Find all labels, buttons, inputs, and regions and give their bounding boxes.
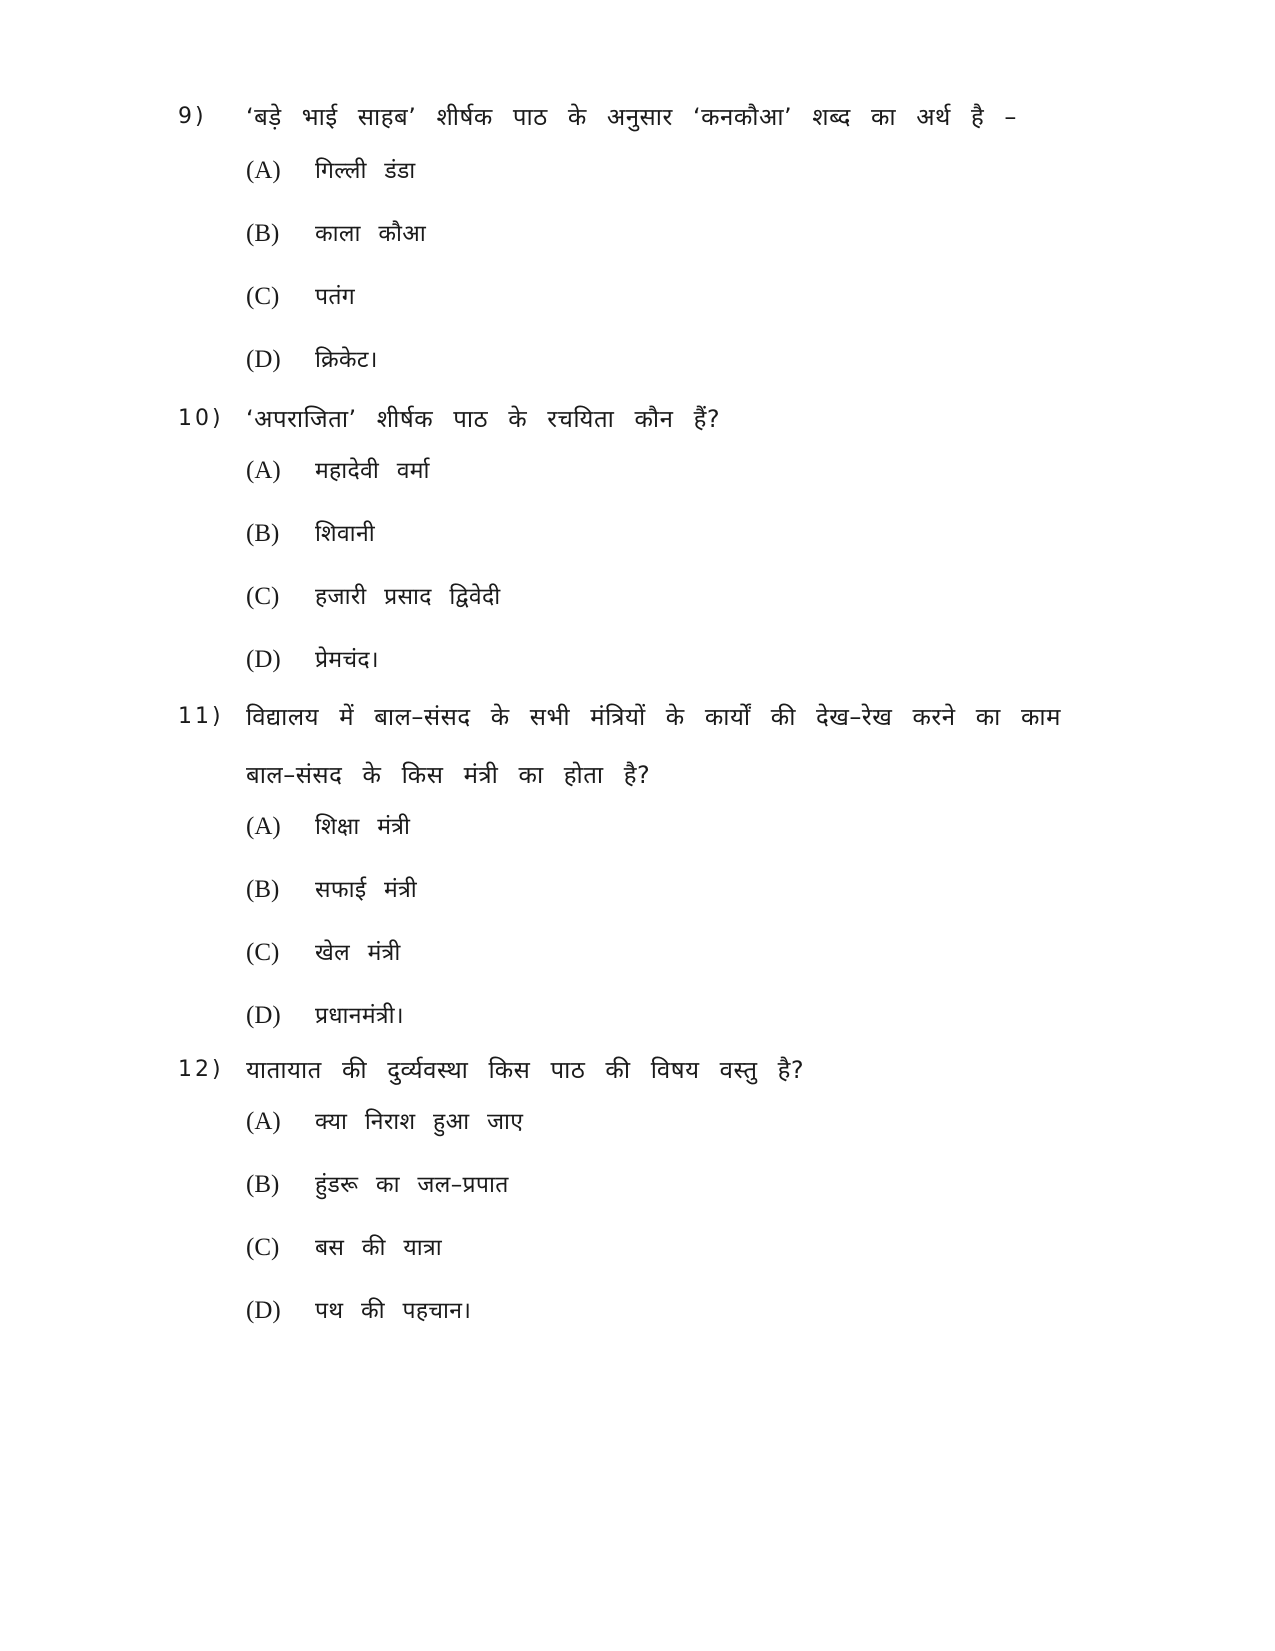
option-text: हुंडरू का जल–प्रपात <box>315 1172 509 1198</box>
option-a <box>246 810 946 873</box>
option-text: क्रिकेट। <box>315 347 378 373</box>
option-text: काला कौआ <box>315 221 427 247</box>
option-text: हजारी प्रसाद द्विवेदी <box>315 584 501 610</box>
option-label: (C) <box>246 1234 280 1261</box>
question-number: 10) <box>178 406 224 431</box>
option-text: गिल्ली डंडा <box>315 158 416 184</box>
option-label: (A) <box>246 157 281 184</box>
options-list <box>246 454 946 706</box>
options-list <box>246 154 946 406</box>
option-label: (D) <box>246 646 281 673</box>
question-line <box>178 390 1118 448</box>
options-list <box>246 1105 946 1357</box>
question-line <box>178 688 1118 804</box>
option-label: (C) <box>246 283 280 310</box>
option-b <box>246 873 946 936</box>
option-label: (A) <box>246 1108 281 1135</box>
option-label: (B) <box>246 220 280 247</box>
option-label: (B) <box>246 520 280 547</box>
option-text: प्रधानमंत्री। <box>315 1003 404 1029</box>
question-11 <box>178 688 1118 1029</box>
option-a <box>246 154 946 217</box>
option-label: (D) <box>246 346 281 373</box>
option-b <box>246 217 946 280</box>
question-number: 11) <box>178 704 224 729</box>
question-text: ‘बड़े भाई साहब’ शीर्षक पाठ के अनुसार ‘कनकौआ’ शब्द का अर्थ है – <box>246 103 1017 131</box>
option-label: (A) <box>246 457 281 484</box>
option-text: खेल मंत्री <box>315 940 401 966</box>
question-text: विद्यालय में बाल–संसद के सभी मंत्रियों के कार्यों की देख–रेख करने का काम बाल–संसद के किस मंत्री का होता है? <box>246 703 1061 789</box>
option-a <box>246 1105 946 1168</box>
option-text: क्या निराश हुआ जाए <box>315 1109 524 1135</box>
option-c <box>246 280 946 343</box>
option-a <box>246 454 946 517</box>
option-label: (C) <box>246 583 280 610</box>
question-number: 12) <box>178 1057 224 1082</box>
question-number: 9) <box>178 104 207 129</box>
option-b <box>246 1168 946 1231</box>
option-b <box>246 517 946 580</box>
option-text: शिक्षा मंत्री <box>315 814 411 840</box>
option-text: सफाई मंत्री <box>315 877 418 903</box>
option-text: पतंग <box>315 284 356 310</box>
option-text: शिवानी <box>315 521 375 547</box>
option-text: प्रेमचंद। <box>315 647 379 673</box>
option-label: (B) <box>246 876 280 903</box>
question-9 <box>178 88 1118 373</box>
question-12 <box>178 1041 1118 1324</box>
options-list <box>246 810 946 1062</box>
option-label: (D) <box>246 1002 281 1029</box>
question-10 <box>178 390 1118 673</box>
option-text: महादेवी वर्मा <box>315 458 430 484</box>
option-c <box>246 936 946 999</box>
question-text: यातायात की दुर्व्यवस्था किस पाठ की विषय वस्तु है? <box>246 1056 805 1084</box>
option-label: (B) <box>246 1171 280 1198</box>
option-text: पथ की पहचान। <box>315 1298 472 1324</box>
question-line <box>178 1041 1118 1099</box>
question-line <box>178 88 1118 146</box>
option-label: (A) <box>246 813 281 840</box>
question-text: ‘अपराजिता’ शीर्षक पाठ के रचयिता कौन हैं? <box>246 405 721 433</box>
option-label: (C) <box>246 939 280 966</box>
option-label: (D) <box>246 1297 281 1324</box>
option-c <box>246 1231 946 1294</box>
option-d <box>246 1294 946 1357</box>
option-c <box>246 580 946 643</box>
option-text: बस की यात्रा <box>315 1235 442 1261</box>
